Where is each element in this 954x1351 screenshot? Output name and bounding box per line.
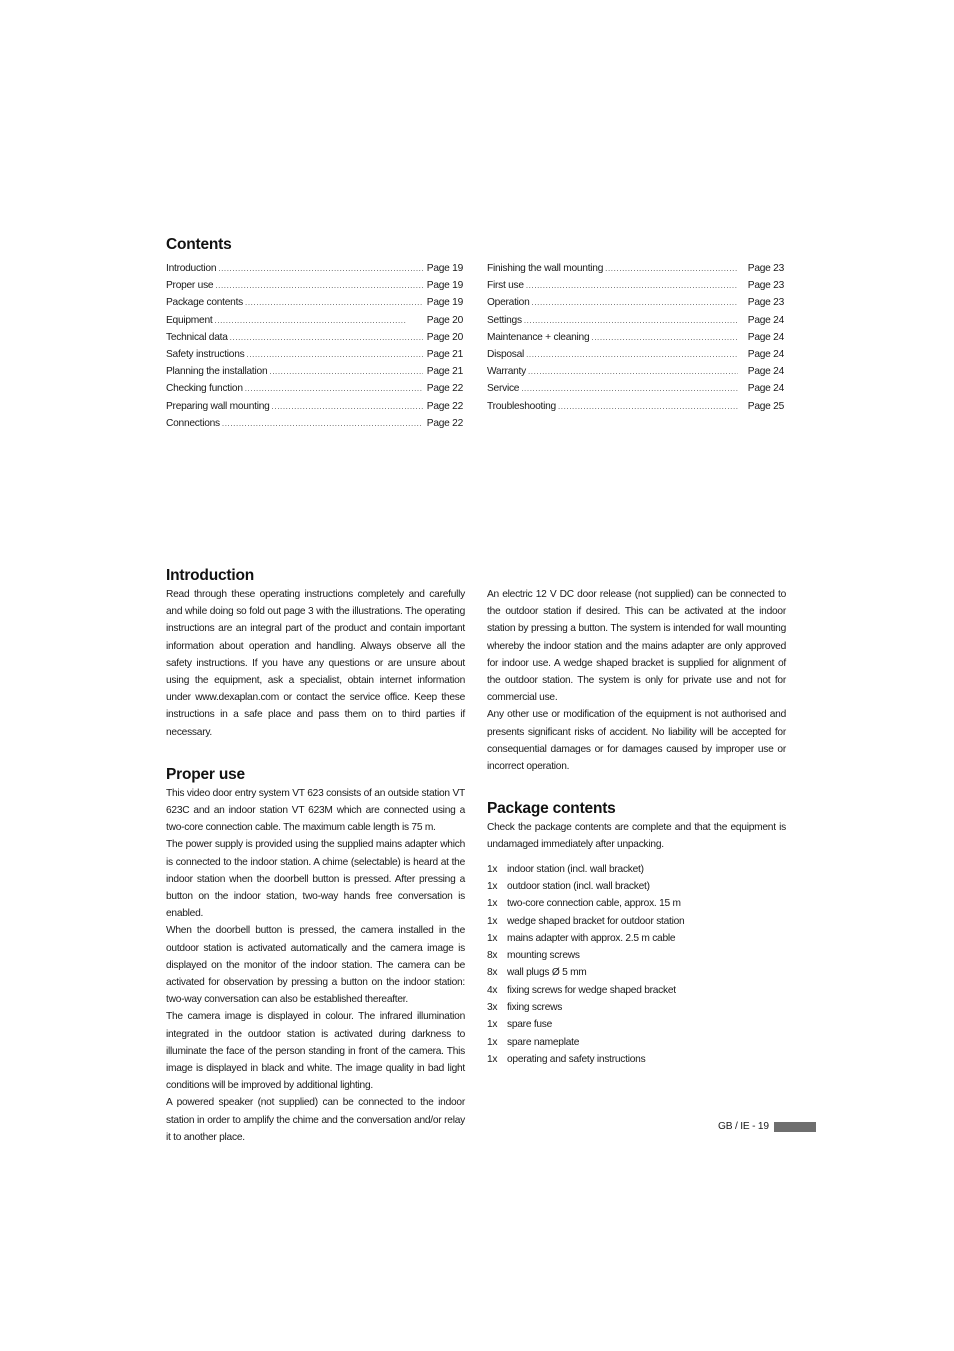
item-description: wall plugs Ø 5 mm (507, 967, 587, 979)
toc-leader-dots (272, 402, 423, 411)
toc-entry-page: Page 22 (426, 417, 463, 429)
item-quantity: 4x (487, 984, 498, 996)
toc-leader-dots (222, 419, 423, 428)
toc-entry-title: Safety instructions (166, 348, 245, 360)
item-description: two-core connection cable, approx. 15 m (507, 898, 681, 910)
toc-entry[interactable] (166, 263, 463, 280)
toc-entry-page: Page 25 (747, 400, 784, 412)
toc-entry-title: Operation (487, 297, 530, 309)
list-item (487, 861, 786, 878)
toc-entry-page: Page 20 (426, 331, 463, 343)
list-item (487, 930, 786, 947)
toc-leader-dots (247, 350, 423, 359)
toc-leader-dots (558, 402, 738, 411)
item-quantity: 1x (487, 863, 498, 875)
toc-leader-dots (528, 367, 738, 376)
item-quantity: 1x (487, 898, 498, 910)
proper-use-paragraph: When the doorbell button is pressed, the camera installed in the outdoor station is activated automatically and the camera image is displayed on the monitor of the indoor station. The camera can be activated for observation by pressing a button on the indoor station: two-way conversation can also be established thereafter. (166, 925, 465, 1006)
item-description: spare nameplate (507, 1036, 580, 1048)
toc-entry-title: Disposal (487, 348, 525, 360)
page-number-label: GB / IE - 19 (718, 1121, 769, 1132)
toc-entry[interactable] (166, 366, 463, 383)
toc-entry-page: Page 24 (747, 348, 784, 360)
toc-entry-page: Page 22 (426, 383, 463, 395)
toc-entry-page: Page 20 (426, 314, 463, 326)
toc-leader-dots (215, 281, 422, 290)
list-item (487, 878, 786, 895)
toc-leader-dots (245, 298, 423, 307)
toc-entry-page: Page 24 (747, 366, 784, 378)
toc-entry-page: Page 23 (747, 297, 784, 309)
toc-entry-title: Package contents (166, 297, 243, 309)
toc-leader-dots (214, 316, 406, 325)
toc-entry[interactable] (487, 383, 784, 400)
item-description: fixing screws for wedge shaped bracket (507, 984, 676, 996)
toc-entry[interactable] (166, 349, 463, 366)
item-description: mains adapter with approx. 2.5 m cable (507, 932, 676, 944)
toc-entry-title: Troubleshooting (487, 400, 556, 412)
proper-use-paragraph: The power supply is provided using the supplied mains adapter which is connected to the indoor station. A chime (selectable) is heard at the indoor station when the doorbell button is pressed. After pressing a button on the indoor station, two-way hands free conversation is enabled. (166, 839, 465, 920)
list-item (487, 1051, 786, 1068)
toc-entry[interactable] (166, 297, 463, 314)
item-description: wedge shaped bracket for outdoor station (507, 915, 685, 927)
toc-entry-title: Planning the installation (166, 366, 268, 378)
toc-entry-title: Settings (487, 314, 522, 326)
toc-entry[interactable] (487, 297, 784, 314)
list-item (487, 947, 786, 964)
toc-right (487, 263, 784, 418)
list-item (487, 913, 786, 930)
toc-entry-page: Page 23 (747, 280, 784, 292)
toc-entry[interactable] (487, 332, 784, 349)
list-item (487, 1016, 786, 1033)
item-description: spare fuse (507, 1019, 553, 1031)
item-quantity: 3x (487, 1002, 498, 1014)
toc-entry-page: Page 21 (426, 366, 463, 378)
right-column (487, 586, 786, 1068)
proper-use-continued-paragraph: Any other use or modification of the equipment is not authorised and presents significant risks of accident. No liability will be accepted for consequential damages or for damages caused by improper use or incorrect operation. (487, 709, 786, 773)
proper-use-heading: Proper use (166, 765, 245, 783)
list-item (487, 999, 786, 1016)
toc-leader-dots (245, 384, 423, 393)
toc-leader-dots (591, 333, 737, 342)
toc-entry[interactable] (166, 401, 463, 418)
toc-entry[interactable] (166, 315, 463, 332)
toc-leader-dots (524, 316, 738, 325)
toc-entry[interactable] (487, 366, 784, 383)
toc-entry-page: Page 21 (426, 348, 463, 360)
proper-use-paragraph: The camera image is displayed in colour. The infrared illumination integrated in the outdoor station is activated during darkness to illuminate the face of the person standing in front of the camera. This image is displayed in black and white. The image quality in bad light conditions will be improved by additional lighting. (166, 1011, 465, 1092)
package-contents-heading: Package contents (487, 800, 616, 818)
toc-entry-title: Technical data (166, 331, 228, 343)
toc-entry[interactable] (487, 263, 784, 280)
toc-left (166, 263, 463, 435)
proper-use-paragraph: This video door entry system VT 623 consists of an outside station VT 623C and an indoor station VT 623M which are connected using a two-core connection cable. The maximum cable length is 75 m. (166, 787, 465, 834)
toc-entry-title: Connections (166, 417, 220, 429)
toc-entry-page: Page 19 (426, 297, 463, 309)
footer-bar-marker (774, 1122, 816, 1132)
package-contents-list (487, 861, 786, 1069)
toc-entry-page: Page 23 (747, 263, 784, 274)
toc-entry-page: Page 19 (426, 263, 463, 274)
item-description: outdoor station (incl. wall bracket) (507, 880, 650, 892)
toc-leader-dots (218, 264, 423, 273)
list-item (487, 982, 786, 999)
toc-entry-title: Preparing wall mounting (166, 400, 270, 412)
toc-entry-page: Page 24 (747, 383, 784, 395)
item-quantity: 8x (487, 950, 498, 962)
toc-entry-page: Page 24 (747, 331, 784, 343)
list-item (487, 895, 786, 912)
toc-entry[interactable] (487, 401, 784, 418)
toc-entry-title: First use (487, 280, 524, 292)
proper-use-paragraph: A powered speaker (not supplied) can be connected to the indoor station in order to amplify the chime and the conversation and/or relay it to another place. (166, 1097, 465, 1143)
toc-entry[interactable] (166, 418, 463, 435)
toc-entry-title: Checking function (166, 383, 243, 395)
toc-entry-title: Service (487, 383, 520, 395)
toc-entry-page: Page 22 (426, 400, 463, 412)
toc-leader-dots (521, 384, 738, 393)
list-item (487, 964, 786, 981)
toc-entry-title: Maintenance + cleaning (487, 331, 590, 343)
toc-entry[interactable] (166, 383, 463, 400)
item-quantity: 1x (487, 880, 498, 892)
toc-entry[interactable] (487, 280, 784, 297)
item-description: indoor station (incl. wall bracket) (507, 863, 644, 875)
item-description: fixing screws (507, 1002, 563, 1014)
contents-heading: Contents (166, 236, 232, 253)
item-description: mounting screws (507, 950, 580, 962)
toc-leader-dots (532, 298, 738, 307)
item-quantity: 8x (487, 967, 498, 979)
list-item (487, 1034, 786, 1051)
toc-entry[interactable] (166, 280, 463, 297)
toc-entry-page: Page 24 (747, 314, 784, 326)
toc-leader-dots (526, 350, 738, 359)
toc-leader-dots (526, 281, 738, 290)
toc-entry-title: Proper use (166, 280, 214, 292)
toc-entry[interactable] (166, 332, 463, 349)
toc-entry[interactable] (487, 315, 784, 332)
introduction-heading: Introduction (166, 567, 254, 584)
toc-entry-title: Equipment (166, 314, 213, 326)
toc-leader-dots (230, 333, 423, 342)
item-quantity: 1x (487, 915, 498, 927)
toc-entry-title: Introduction (166, 263, 217, 274)
toc-entry-title: Warranty (487, 366, 526, 378)
page-footer (718, 1121, 816, 1132)
package-contents-intro: Check the package contents are complete and that the equipment is undamaged immediately after unpacking. (487, 822, 786, 851)
item-quantity: 1x (487, 1036, 498, 1048)
toc-entry-page: Page 19 (426, 280, 463, 292)
toc-leader-dots (605, 264, 738, 273)
item-quantity: 1x (487, 1053, 498, 1065)
toc-leader-dots (269, 367, 422, 376)
toc-entry-title: Finishing the wall mounting (487, 263, 604, 274)
proper-use-continued-paragraph: An electric 12 V DC door release (not supplied) can be connected to the outdoor station if desired. This can be activated at the indoor station by pressing a button. The system is intended for wall mounting whereby the indoor station and the mains adapter are only approved for indoor use. A wedge shaped bracket is supplied for alignment of the outdoor station. The system is only for private use and not for commercial use. (487, 589, 786, 704)
item-quantity: 1x (487, 1019, 498, 1031)
item-quantity: 1x (487, 932, 498, 944)
item-description: operating and safety instructions (507, 1053, 646, 1065)
introduction-paragraph: Read through these operating instructions completely and carefully and while doing so fold out page 3 with the illustrations. The operating instructions are an integral part of the product and contain important information about operation and handling. Always observe all the safety instructions. If you have any questions or are unsure about using the equipment, ask a specialist, obtain internet information under www.dexaplan.com or contact the service office. Keep these instructions in a safe place and pass them on to third parties if necessary. (166, 589, 465, 738)
left-column (166, 566, 465, 1146)
toc-entry[interactable] (487, 349, 784, 366)
